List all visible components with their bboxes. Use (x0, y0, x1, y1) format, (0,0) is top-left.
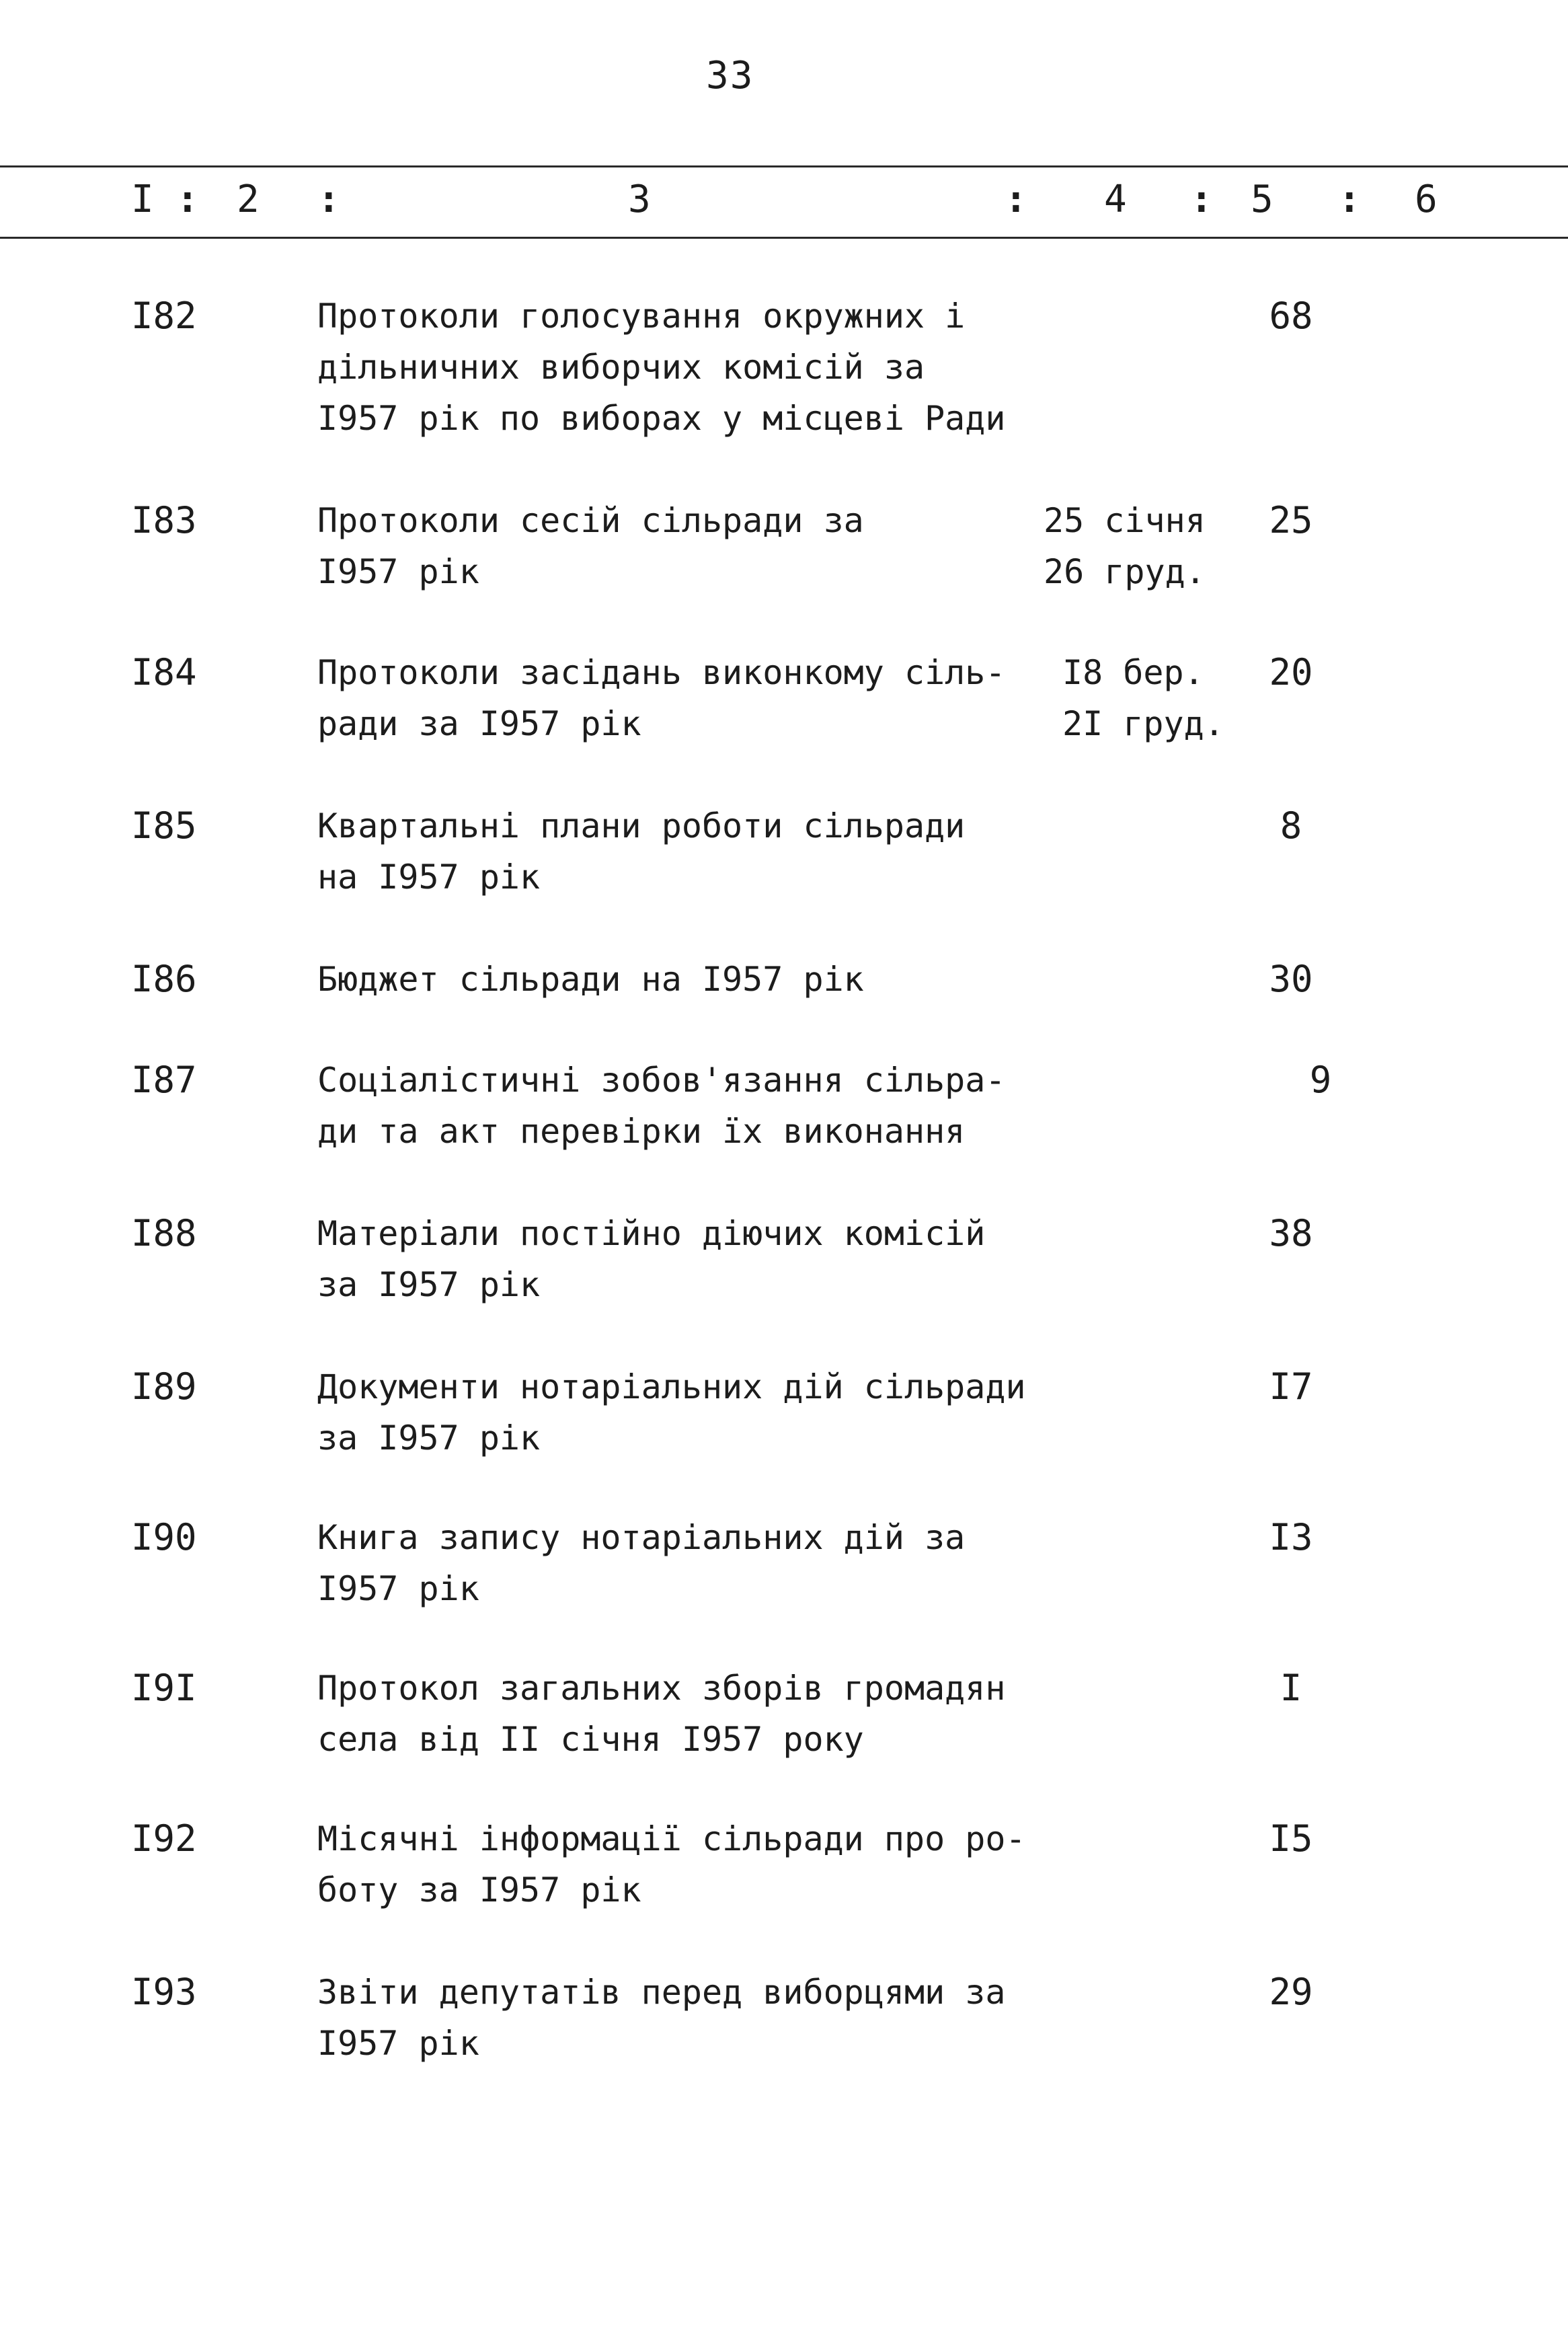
row-sheet-count: 20 (1269, 651, 1313, 693)
row-number: I86 (131, 958, 197, 1000)
page-number: 33 (706, 54, 754, 98)
row-date: 2I груд. (1062, 704, 1224, 743)
row-title-line: за I957 рік (317, 1419, 541, 1458)
row-title-line: Протоколи засідань виконкому сіль- (317, 653, 1006, 692)
row-sheet-count: 30 (1269, 958, 1313, 1000)
row-title-line: на I957 рік (317, 858, 541, 897)
row-title (317, 1512, 1070, 1614)
row-title-line: I957 рік по виборах у місцеві Ради (317, 399, 1006, 438)
row-number: I9I (131, 1667, 197, 1709)
row-title (317, 1055, 1070, 1157)
row-title-line: Документи нотаріальних дій сільради (317, 1367, 1026, 1406)
row-date: 25 січня (1044, 501, 1206, 540)
column-separator: : (317, 178, 340, 221)
row-title (317, 800, 1070, 903)
row-sheet-count: I3 (1269, 1516, 1313, 1558)
row-dates (1044, 495, 1206, 597)
row-title (317, 1663, 1070, 1765)
row-title (317, 1208, 1070, 1310)
column-separator: : (176, 178, 199, 221)
row-sheet-count: I (1280, 1667, 1302, 1709)
row-title-line: Протоколи голосування окружних і (317, 297, 966, 336)
column-separator: : (1338, 178, 1361, 221)
row-number: I89 (131, 1365, 197, 1408)
row-sheet-count: I5 (1269, 1817, 1313, 1860)
row-sheet-count: I7 (1269, 1365, 1313, 1408)
row-title-line: Квартальні плани роботи сільради (317, 806, 966, 845)
table-header-top-rule (0, 165, 1568, 167)
row-title-line: Бюджет сільради на I957 рік (317, 960, 864, 999)
row-title-line: боту за I957 рік (317, 1870, 641, 1910)
row-title-line: Матеріали постійно діючих комісій (317, 1214, 986, 1253)
row-dates (1062, 647, 1224, 749)
row-title-line: Соціалістичні зобов'язання сільра- (317, 1061, 1006, 1100)
row-sheet-count: 8 (1280, 804, 1302, 847)
row-number: I90 (131, 1516, 197, 1558)
row-date: I8 бер. (1062, 653, 1204, 692)
row-sheet-count: 9 (1309, 1059, 1332, 1101)
row-title-line: ди та акт перевірки їх виконання (317, 1112, 966, 1151)
row-sheet-count: 38 (1269, 1212, 1313, 1254)
row-number: I92 (131, 1817, 197, 1860)
row-title (317, 954, 1070, 1005)
row-number: I93 (131, 1971, 197, 2013)
row-date: 26 груд. (1044, 552, 1206, 591)
row-title-line: дільничних виборчих комісій за (317, 348, 925, 387)
row-title-line: Книга запису нотаріальних дій за (317, 1518, 966, 1557)
row-title (317, 1967, 1070, 2069)
row-title (317, 495, 1070, 597)
row-title-line: Протокол загальних зборів громадян (317, 1669, 1006, 1708)
row-title-line: I957 рік (317, 2024, 479, 2063)
row-title (317, 1361, 1070, 1464)
row-number: I87 (131, 1059, 197, 1101)
column-header-2: 2 (237, 178, 260, 221)
row-number: I85 (131, 804, 197, 847)
row-title-line: Звіти депутатів перед виборцями за (317, 1973, 1006, 2012)
row-title-line: ради за I957 рік (317, 704, 641, 743)
column-separator: : (1190, 178, 1213, 221)
row-title (317, 291, 1070, 444)
row-sheet-count: 68 (1269, 295, 1313, 337)
row-sheet-count: 25 (1269, 499, 1313, 541)
row-sheet-count: 29 (1269, 1971, 1313, 2013)
column-header-6: 6 (1415, 178, 1438, 221)
column-header-5: 5 (1251, 178, 1273, 221)
table-header-bottom-rule (0, 237, 1568, 239)
column-header-4: 4 (1104, 178, 1127, 221)
row-title (317, 647, 1070, 749)
column-header-3: 3 (628, 178, 651, 221)
row-number: I82 (131, 295, 197, 337)
row-number: I83 (131, 499, 197, 541)
column-separator: : (1005, 178, 1027, 221)
column-header-1: I (131, 178, 154, 221)
row-title-line: I957 рік (317, 552, 479, 591)
row-title-line: Місячні інформації сільради про ро- (317, 1819, 1026, 1858)
row-number: I88 (131, 1212, 197, 1254)
row-number: I84 (131, 651, 197, 693)
row-title-line: села від II січня I957 року (317, 1720, 864, 1759)
row-title (317, 1813, 1070, 1916)
row-title-line: за I957 рік (317, 1265, 541, 1304)
row-title-line: I957 рік (317, 1569, 479, 1608)
row-title-line: Протоколи сесій сільради за (317, 501, 864, 540)
